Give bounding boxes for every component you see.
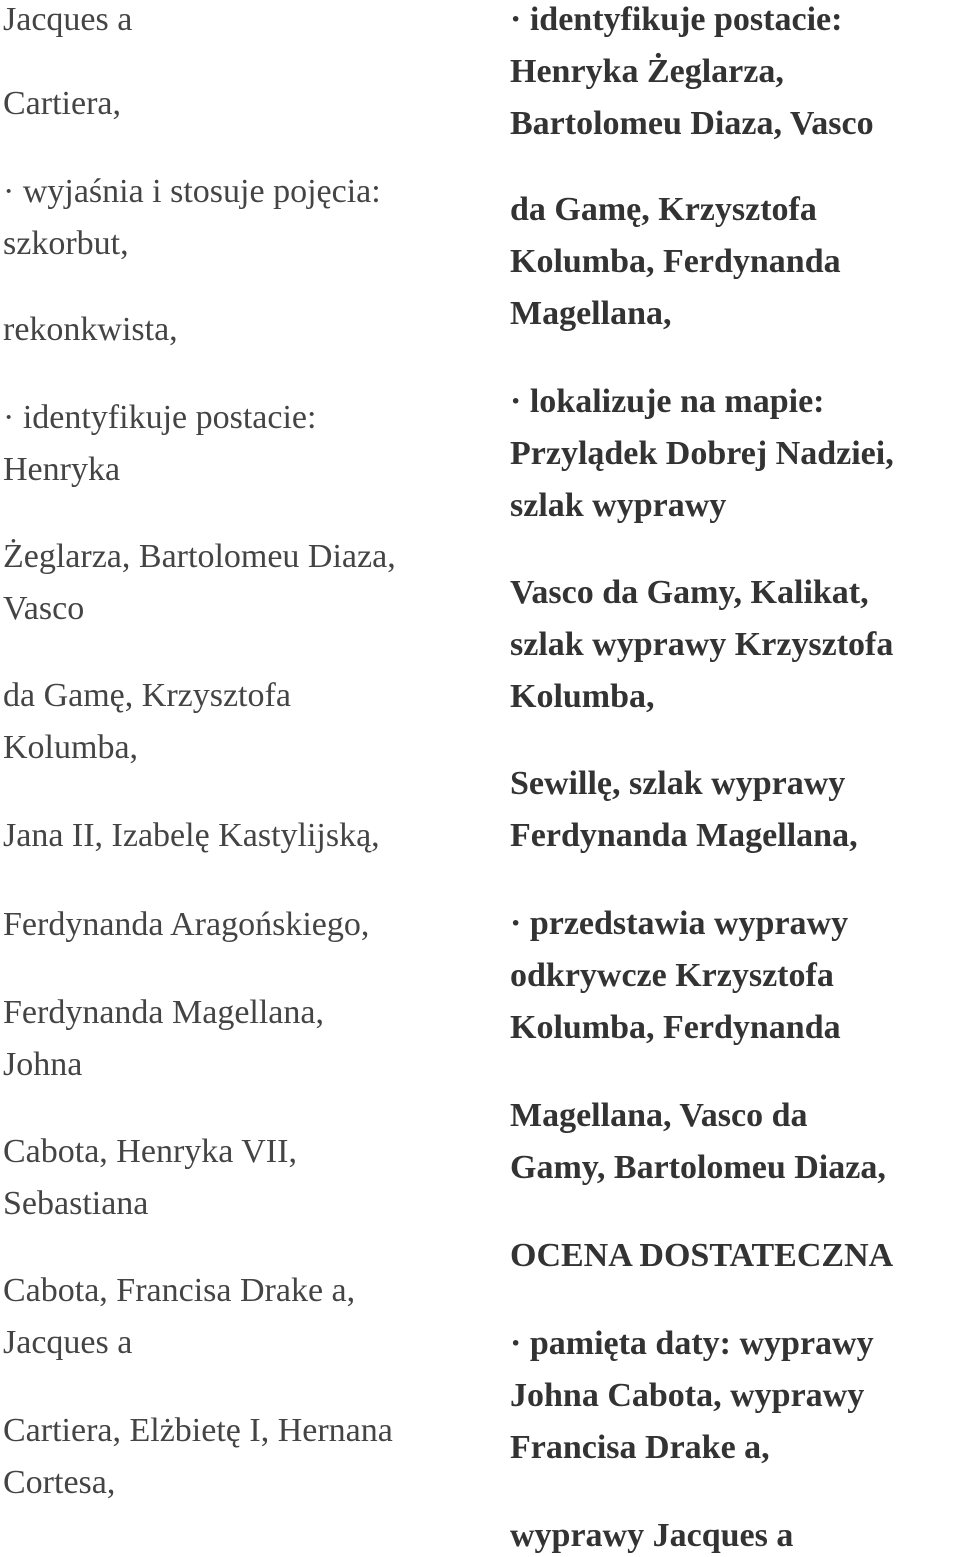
text-line: szlak wyprawy Krzysztofa [510, 626, 894, 663]
text-line: Jacques a [3, 1, 133, 38]
text-line: Magellana, Vasco da [510, 1097, 808, 1134]
text-line: Ferdynanda Aragońskiego, [3, 906, 370, 943]
bullet-line: · lokalizuje na mapie: [510, 383, 825, 420]
text-line: Francisa Drake a, [510, 1429, 770, 1466]
text-line: Kolumba, Ferdynanda [510, 243, 841, 280]
text-line: Cartiera, [3, 85, 121, 122]
text-line: Cabota, Francisa Drake a, [3, 1272, 356, 1309]
text-line: Sebastiana [3, 1185, 149, 1222]
text-line: Cartiera, Elżbietę I, Hernana [3, 1412, 393, 1449]
text-line: wyprawy Jacques a [510, 1517, 794, 1554]
bullet-line: · pamięta daty: wyprawy [510, 1325, 874, 1362]
text-line: Kolumba, [510, 678, 655, 715]
text-line: Sewillę, szlak wyprawy [510, 765, 846, 802]
text-line: Gamy, Bartolomeu Diaza, [510, 1149, 886, 1186]
text-line: Jacques a [3, 1324, 133, 1361]
text-line: Johna [3, 1046, 83, 1083]
text-line: da Gamę, Krzysztofa [3, 677, 291, 714]
text-line: Kolumba, [3, 729, 139, 766]
text-line: Henryka Żeglarza, [510, 53, 784, 90]
grade-heading: OCENA DOSTATECZNA [510, 1237, 894, 1274]
text-line: szlak wyprawy [510, 487, 727, 524]
text-line: Ferdynanda Magellana, [3, 994, 324, 1031]
text-line: Johna Cabota, wyprawy [510, 1377, 865, 1414]
text-line: Żeglarza, Bartolomeu Diaza, [3, 538, 396, 575]
text-line: Cabota, Henryka VII, [3, 1133, 297, 1170]
text-line: szkorbut, [3, 225, 129, 262]
text-line: Cortesa, [3, 1464, 116, 1501]
text-line: rekonkwista, [3, 311, 178, 348]
text-line: Ferdynanda Magellana, [510, 817, 858, 854]
bullet-line: · identyfikuje postacie: [3, 399, 317, 436]
text-line: Przylądek Dobrej Nadziei, [510, 435, 894, 472]
bullet-line: · identyfikuje postacie: [510, 1, 843, 38]
text-line: Vasco da Gamy, Kalikat, [510, 574, 869, 611]
bullet-line: · przedstawia wyprawy [510, 905, 849, 942]
text-line: Jana II, Izabelę Kastylijską, [3, 817, 380, 854]
bullet-line: · wyjaśnia i stosuje pojęcia: [3, 173, 381, 210]
text-line: Henryka [3, 451, 121, 488]
text-line: da Gamę, Krzysztofa [510, 191, 817, 228]
text-line: Kolumba, Ferdynanda [510, 1009, 841, 1046]
text-line: Magellana, [510, 295, 672, 332]
text-line: Vasco [3, 590, 85, 627]
text-line: odkrywcze Krzysztofa [510, 957, 834, 994]
text-line: Bartolomeu Diaza, Vasco [510, 105, 874, 142]
